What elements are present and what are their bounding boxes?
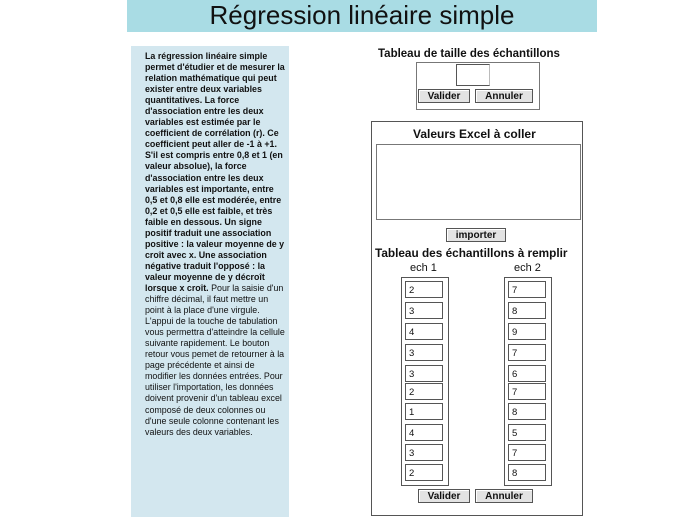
ech2-cell[interactable]: 7 bbox=[508, 444, 546, 461]
sample-size-cancel-button[interactable]: Annuler bbox=[475, 89, 533, 103]
help-text bbox=[145, 51, 287, 438]
ech2-cell[interactable]: 8 bbox=[508, 464, 546, 481]
excel-paste-textarea[interactable] bbox=[376, 144, 581, 220]
ech1-cell[interactable]: 1 bbox=[405, 403, 443, 420]
ech1-cell[interactable]: 2 bbox=[405, 281, 443, 298]
samples-cancel-button[interactable]: Annuler bbox=[475, 489, 533, 503]
sample-size-validate-button[interactable]: Valider bbox=[418, 89, 470, 103]
excel-paste-title: Valeurs Excel à coller bbox=[413, 127, 536, 141]
ech1-cell[interactable]: 4 bbox=[405, 323, 443, 340]
ech1-cell[interactable]: 3 bbox=[405, 365, 443, 382]
ech2-cell[interactable]: 9 bbox=[508, 323, 546, 340]
samples-table-title: Tableau des échantillons à remplir bbox=[375, 246, 568, 260]
import-button[interactable]: importer bbox=[446, 228, 506, 242]
sample-size-title: Tableau de taille des échantillons bbox=[378, 48, 560, 60]
ech2-cell[interactable]: 5 bbox=[508, 424, 546, 441]
ech2-cell[interactable]: 7 bbox=[508, 344, 546, 361]
help-text-normal: Pour la saisie d'un chiffre décimal, il faut mettre un point à la place d'une virgule. L'appui de la touche de tabulation vous permettra d'atteindre la cellule suivante rapidement. Le bouton retour vous pemet de retourner à la page précédente et ainsi de modifier les données entrées. Pour utiliser l'importation, les données doivent provenir d'un tableau excel composé de deux colonnes ou d'une seule colonne contenant les valeurs des deux variables. bbox=[145, 282, 285, 437]
page-title: Régression linéaire simple bbox=[209, 0, 515, 30]
samples-validate-button[interactable]: Valider bbox=[418, 489, 470, 503]
ech2-cell[interactable]: 6 bbox=[508, 365, 546, 382]
ech1-cell[interactable]: 3 bbox=[405, 302, 443, 319]
sample-size-input[interactable] bbox=[456, 64, 490, 86]
ech1-cell[interactable]: 3 bbox=[405, 444, 443, 461]
ech1-cell[interactable]: 3 bbox=[405, 344, 443, 361]
ech2-cell[interactable]: 7 bbox=[508, 383, 546, 400]
column-label-ech1: ech 1 bbox=[410, 262, 437, 274]
ech1-cell[interactable]: 2 bbox=[405, 383, 443, 400]
ech1-cell[interactable]: 4 bbox=[405, 424, 443, 441]
column-label-ech2: ech 2 bbox=[514, 262, 541, 274]
ech2-cell[interactable]: 8 bbox=[508, 403, 546, 420]
help-text-bold: La régression linéaire simple permet d'étudier et de mesurer la relation mathématique qui peut exister entre deux variables quantitatives. La force d'association entre les deux variables est estimée par le coefficient de corrélation (r). Ce coefficient peut aller de -1 à +1. S'il est compris entre 0,8 et 1 (en valeur absolue), la force d'association entre les deux variables est importante, entre 0,5 et 0,8 elle est modérée, entre 0,2 et 0,5 elle est faible, et très faible en dessous. Un signe positif traduit une association positive : la valeur moyenne de y croît avec x. Une association négative traduit l'opposé : la valeur moyenne de y décroît lorsque x croît. bbox=[145, 51, 285, 293]
ech2-cell[interactable]: 8 bbox=[508, 302, 546, 319]
ech2-cell[interactable]: 7 bbox=[508, 281, 546, 298]
page-header bbox=[127, 0, 597, 32]
ech1-cell[interactable]: 2 bbox=[405, 464, 443, 481]
